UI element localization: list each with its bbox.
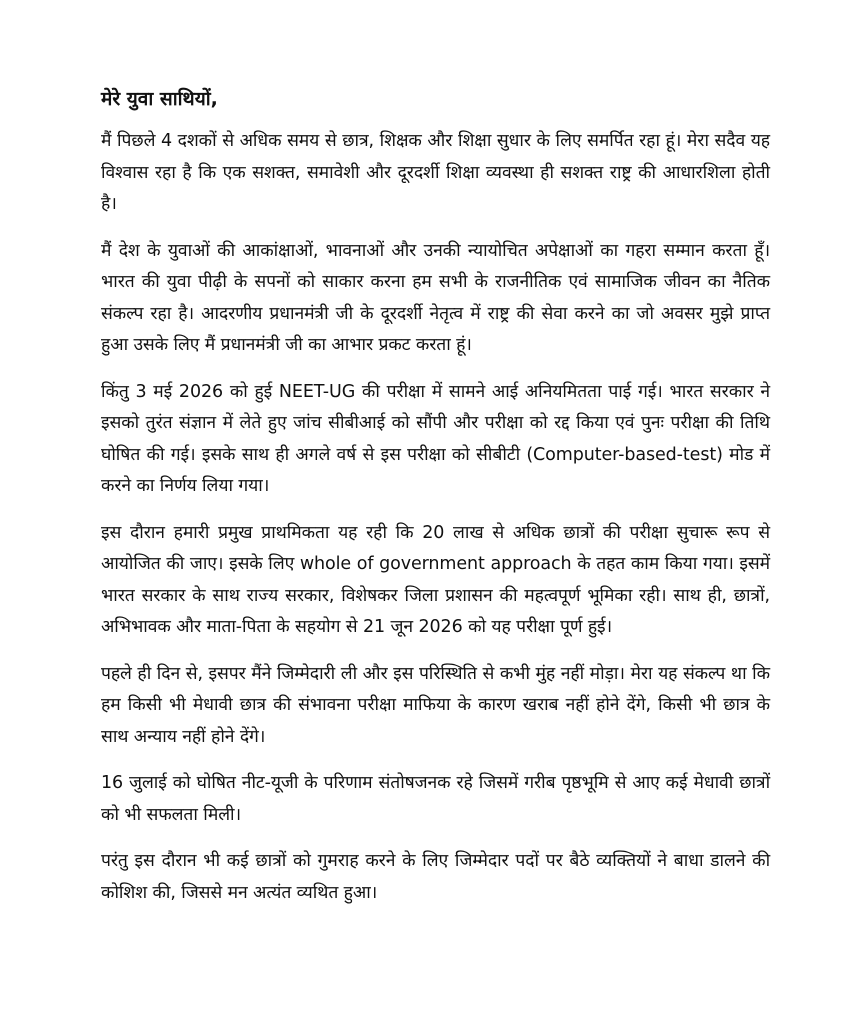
letter-paragraph-6: 16 जुलाई को घोषित नीट-यूजी के परिणाम संतोषजनक रहे जिसमें गरीब पृष्ठभूमि से आए कई मेधावी छात्रों को भी सफलता मिली।	[101, 773, 770, 825]
letter-salutation: मेरे युवा साथियों,	[101, 88, 218, 110]
letter-paragraph-3: किंतु 3 मई 2026 को हुई NEET-UG की परीक्षा में सामने आई अनियमितता पाई गई। भारत सरकार ने इसको तुरंत संज्ञान में लेते हुए जांच सीबीआई को सौंपी और परीक्षा को रद्द किया एवं पुनः परीक्षा की तिथि घोषित की गई। इसके साथ ही अगले वर्ष से इस परीक्षा को सीबीटी (Computer-based-test) मोड में करने का निर्णय लिया गया।	[101, 381, 770, 496]
letter-paragraph-4: इस दौरान हमारी प्रमुख प्राथमिकता यह रही कि 20 लाख से अधिक छात्रों की परीक्षा सुचारू रूप से आयोजित की जाए। इसके लिए whole of government approach के तहत काम किया गया। इसमें भारत सरकार के साथ राज्य सरकार, विशेषकर जिला प्रशासन की महत्वपूर्ण भूमिका रही। साथ ही, छात्रों, अभिभावक और माता-पिता के सहयोग से 21 जून 2026 को यह परीक्षा पूर्ण हुई।	[101, 522, 770, 637]
letter-paragraph-7: परंतु इस दौरान भी कई छात्रों को गुमराह करने के लिए जिम्मेदार पदों पर बैठे व्यक्तियों ने बाधा डालने की कोशिश की, जिससे मन अत्यंत व्यथित हुआ।	[101, 851, 770, 903]
letter-paragraph-2: मैं देश के युवाओं की आकांक्षाओं, भावनाओं और उनकी न्यायोचित अपेक्षाओं का गहरा सम्मान करता हूँ। भारत की युवा पीढ़ी के सपनों को साकार करना हम सभी के राजनीतिक एवं सामाजिक जीवन का नैतिक संकल्प रहा है। आदरणीय प्रधानमंत्री जी के दूरदर्शी नेतृत्व में राष्ट्र की सेवा करने का जो अवसर मुझे प्राप्त हुआ उसके लिए मैं प्रधानमंत्री जी का आभार प्रकट करता हूं।	[101, 240, 770, 355]
letter-paragraph-1: मैं पिछले 4 दशकों से अधिक समय से छात्र, शिक्षक और शिक्षा सुधार के लिए समर्पित रहा हूं। मेरा सदैव यह विश्वास रहा है कि एक सशक्त, समावेशी और दूरदर्शी शिक्षा व्यवस्था ही सशक्त राष्ट्र की आधारशिला होती है।	[101, 131, 770, 214]
letter-paragraph-5: पहले ही दिन से, इसपर मैंने जिम्मेदारी ली और इस परिस्थिति से कभी मुंह नहीं मोड़ा। मेरा यह संकल्प था कि हम किसी भी मेधावी छात्र की संभावना परीक्षा माफिया के कारण खराब नहीं होने देंगे, किसी भी छात्र के साथ अन्याय नहीं होने देंगे।	[101, 663, 770, 747]
